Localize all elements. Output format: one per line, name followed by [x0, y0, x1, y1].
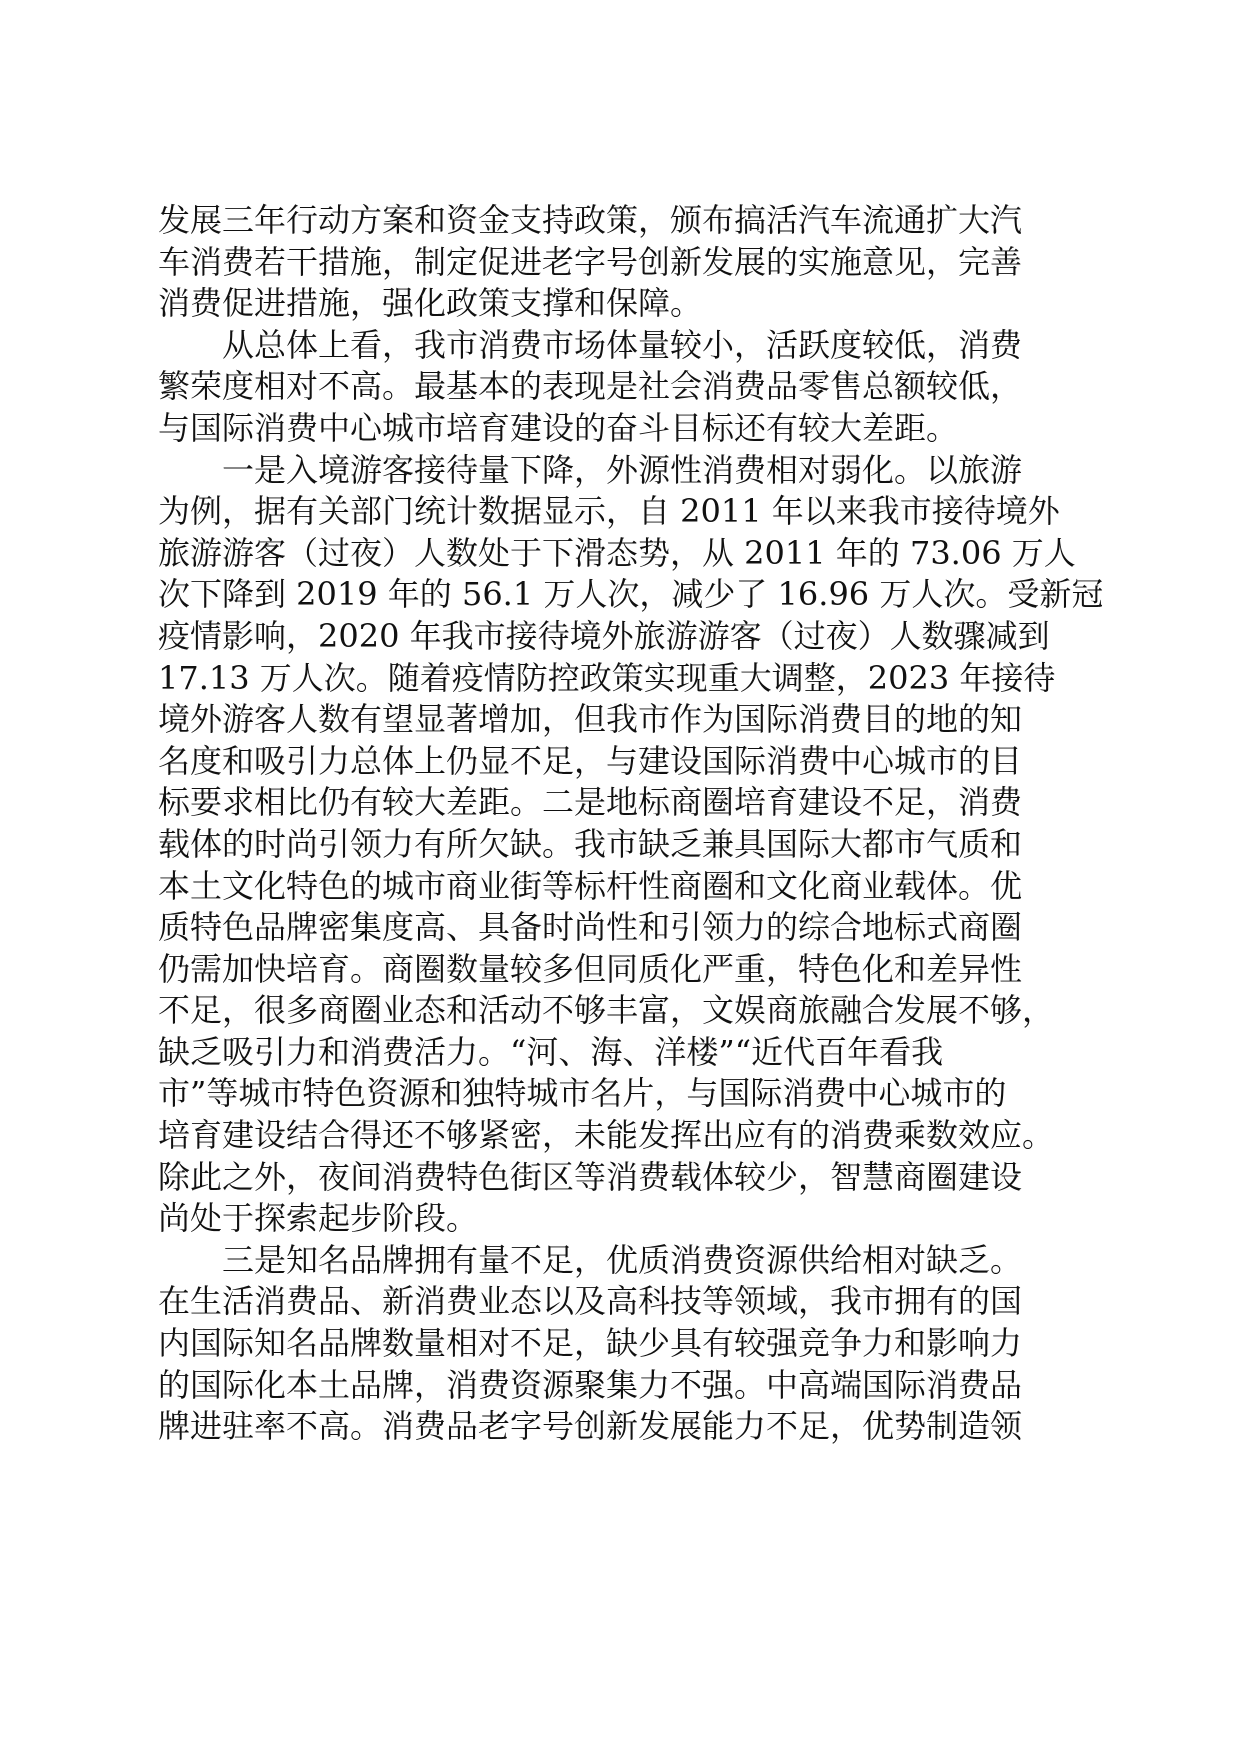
- text-line: 载体的时尚引领力有所欠缺。我市缺乏兼具国际大都市气质和: [158, 824, 1023, 863]
- text-line: 发展三年行动方案和资金支持政策，颁布搞活汽车流通扩大汽: [158, 201, 1023, 239]
- text-line: 牌进驻率不高。消费品老字号创新发展能力不足，优势制造领: [158, 1407, 1023, 1446]
- text-line: 本土文化特色的城市商业街等标杆性商圈和文化商业载体。优: [158, 866, 1023, 905]
- text-line: 名度和吸引力总体上仍显不足，与建设国际消费中心城市的目: [158, 741, 1023, 780]
- text-line: 为例，据有关部门统计数据显示，自 2011 年以来我市接待境外: [158, 492, 1060, 531]
- paragraph: [158, 450, 1104, 1240]
- paragraph: [158, 200, 1078, 325]
- text-line: 缺乏吸引力和消费活力。“河、海、洋楼”“近代百年看我: [158, 1032, 944, 1071]
- text-line: 从总体上看，我市消费市场体量较小，活跃度较低，消费: [158, 325, 1023, 364]
- text-line: 消费促进措施，强化政策支撑和保障。: [158, 284, 703, 323]
- text-line: 尚处于探索起步阶段。: [158, 1199, 479, 1238]
- text-line: 培育建设结合得还不够紧密，未能发挥出应有的消费乘数效应。: [158, 1116, 1055, 1155]
- text-line: 在生活消费品、新消费业态以及高科技等领域，我市拥有的国: [158, 1282, 1023, 1321]
- text-line: 车消费若干措施，制定促进老字号创新发展的实施意见，完善: [158, 242, 1023, 281]
- text-line: 除此之外，夜间消费特色街区等消费载体较少，智慧商圈建设: [158, 1157, 1023, 1196]
- text-line: 一是入境游客接待量下降，外源性消费相对弱化。以旅游: [158, 450, 1023, 489]
- text-line: 疫情影响，2020 年我市接待境外旅游游客（过夜）人数骤减到: [158, 616, 1050, 655]
- text-line: 17.13 万人次。随着疫情防控政策实现重大调整，2023 年接待: [158, 658, 1056, 697]
- text-line: 内国际知名品牌数量相对不足，缺少具有较强竞争力和影响力: [158, 1324, 1023, 1363]
- text-line: 市”等城市特色资源和独特城市名片，与国际消费中心城市的: [158, 1074, 1007, 1113]
- text-line: 的国际化本土品牌，消费资源聚集力不强。中高端国际消费品: [158, 1365, 1023, 1404]
- text-line: 质特色品牌密集度高、具备时尚性和引领力的综合地标式商圈: [158, 908, 1023, 947]
- paragraph: [158, 1240, 1078, 1448]
- text-line: 仍需加快培育。商圈数量较多但同质化严重，特色化和差异性: [158, 949, 1023, 988]
- text-line: 标要求相比仍有较大差距。二是地标商圈培育建设不足，消费: [158, 783, 1023, 822]
- paragraph: [158, 325, 1078, 450]
- text-line: 繁荣度相对不高。最基本的表现是社会消费品零售总额较低，: [158, 367, 1023, 406]
- text-line: 三是知名品牌拥有量不足，优质消费资源供给相对缺乏。: [158, 1240, 1023, 1279]
- body-text: [158, 200, 1104, 1448]
- text-line: 次下降到 2019 年的 56.1 万人次，减少了 16.96 万人次。受新冠: [158, 575, 1104, 614]
- text-line: 旅游游客（过夜）人数处于下滑态势，从 2011 年的 73.06 万人: [158, 533, 1076, 572]
- text-line: 与国际消费中心城市培育建设的奋斗目标还有较大差距。: [158, 408, 959, 447]
- text-line: 不足，很多商圈业态和活动不够丰富，文娱商旅融合发展不够，: [158, 991, 1055, 1030]
- text-line: 境外游客人数有望显著增加，但我市作为国际消费目的地的知: [158, 700, 1023, 739]
